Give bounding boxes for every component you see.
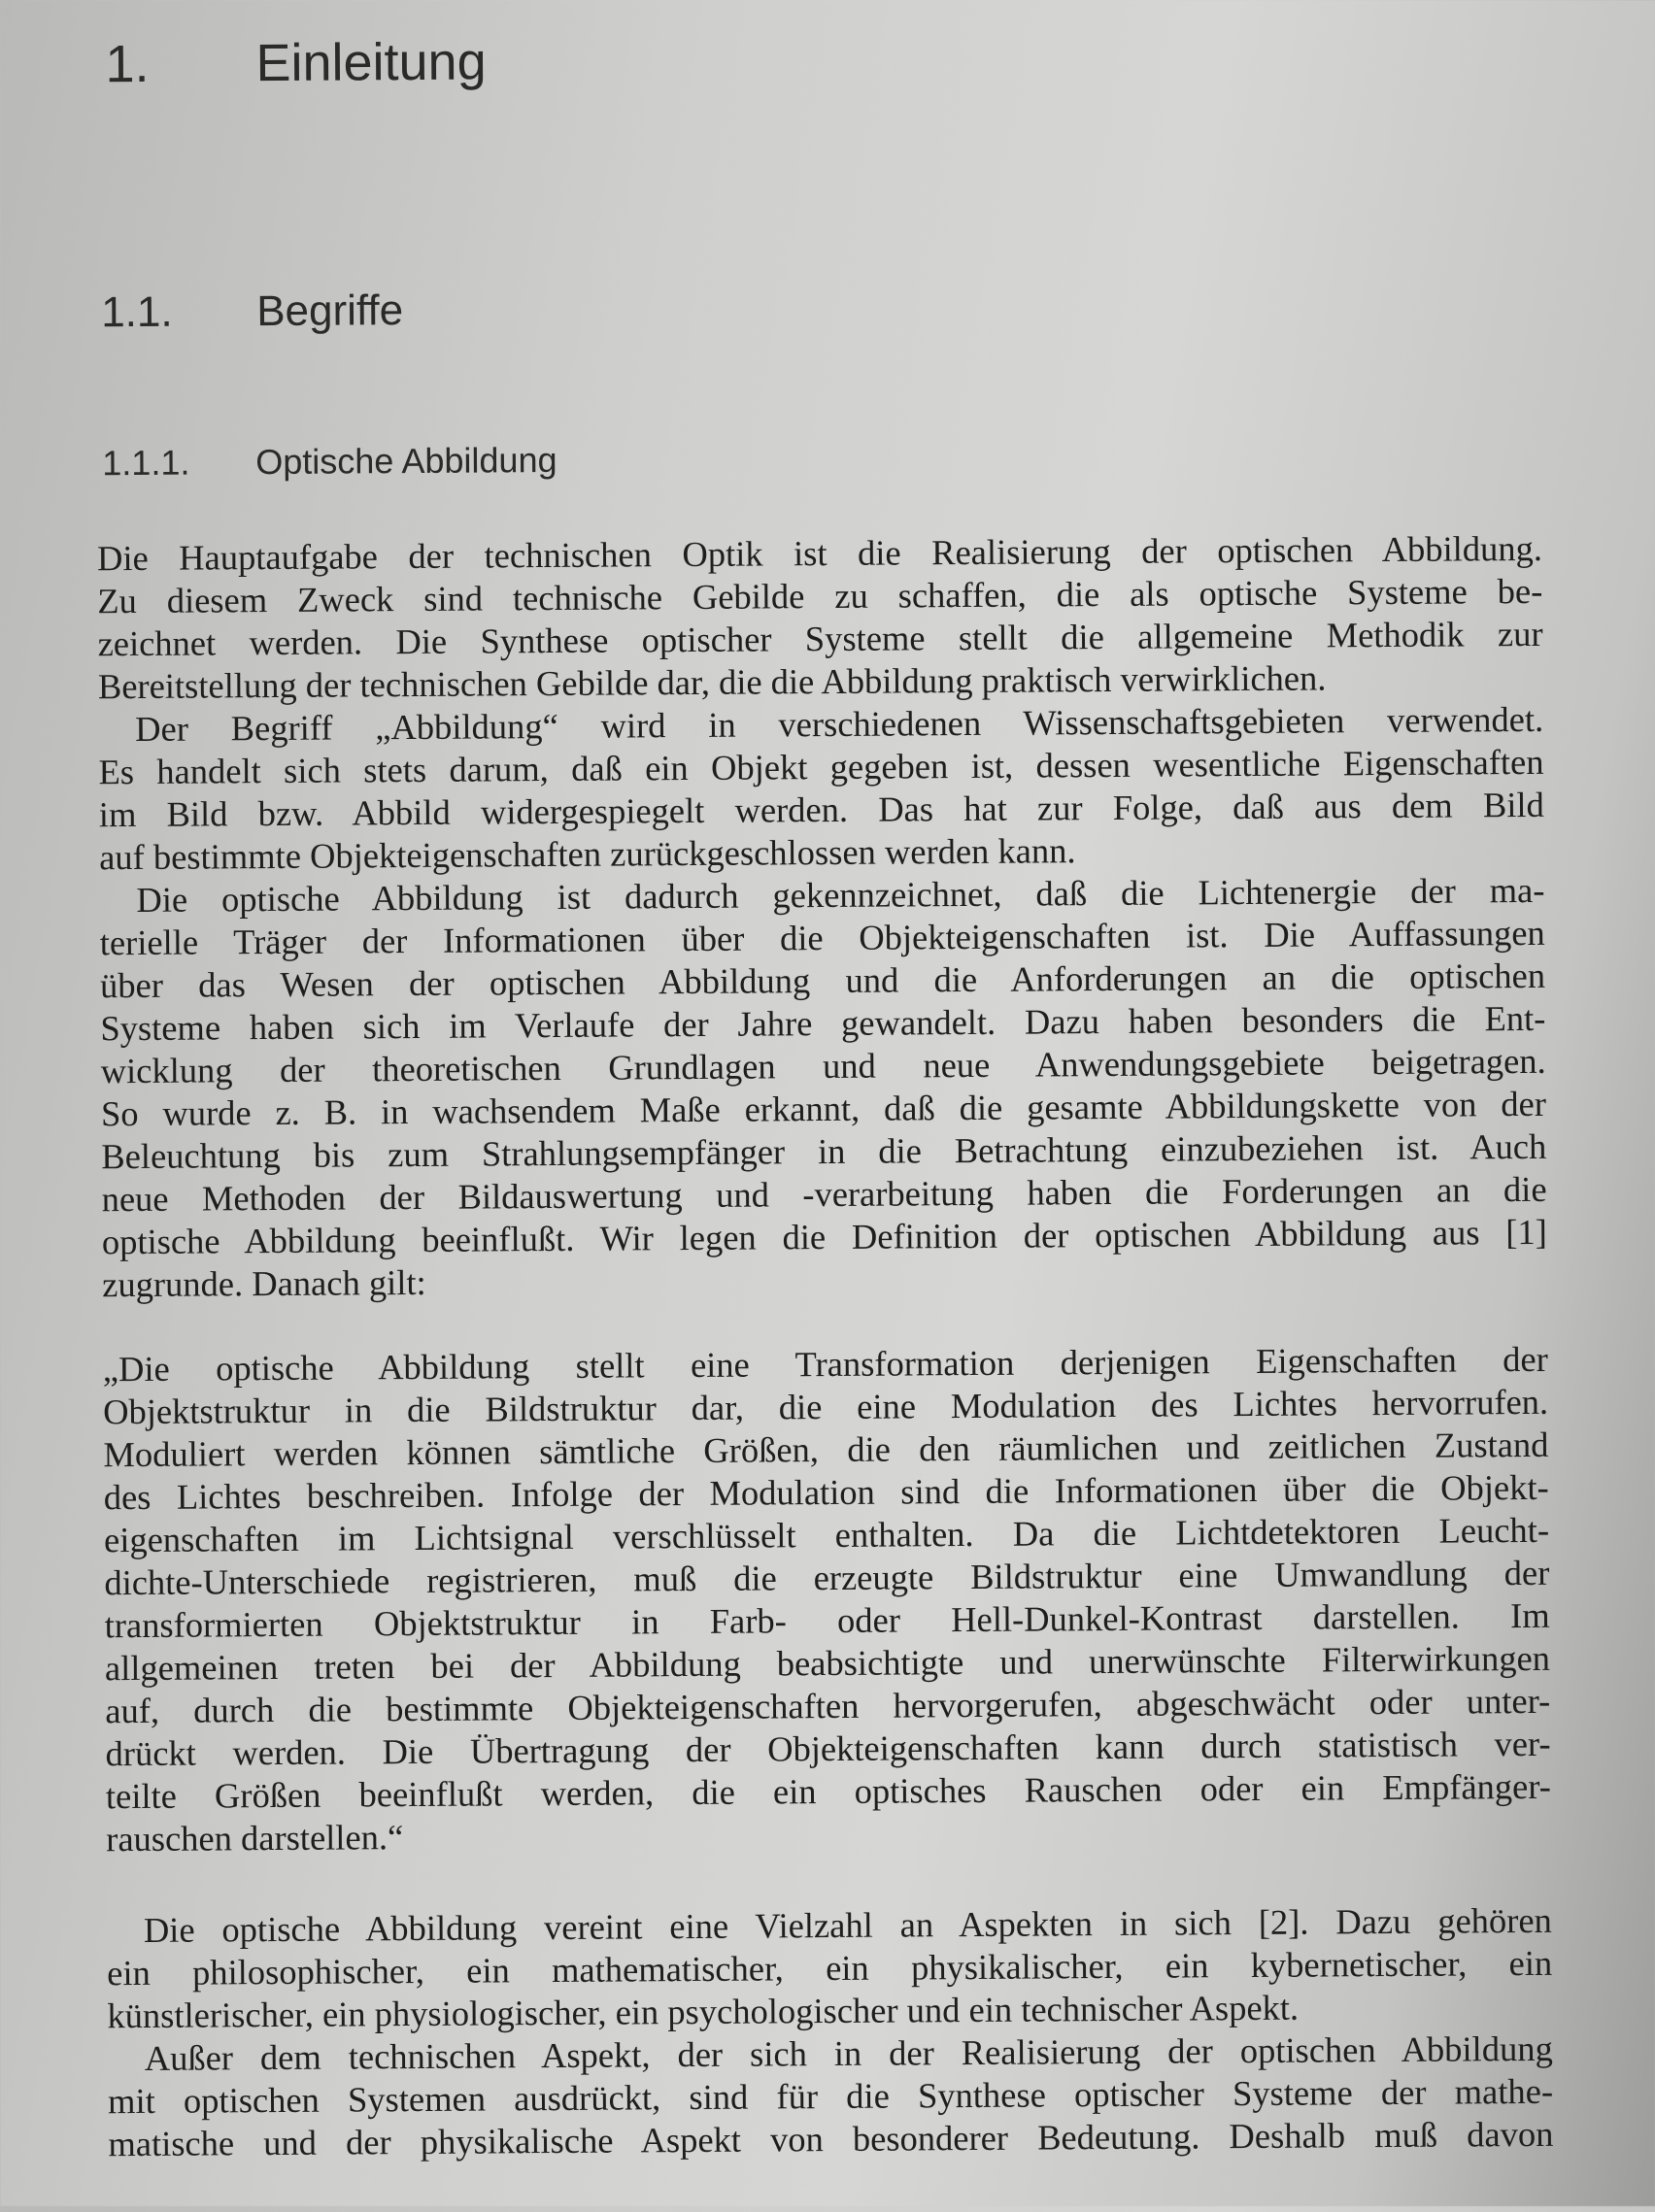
body-text-aspects <box>107 1899 1554 2165</box>
text-line: So wurde z. B. in wachsendem Maße erkannt, daß die gesamte Abbildungskette von der <box>100 1083 1547 1134</box>
text-line: Zu diesem Zweck sind technische Gebilde zu schaffen, die als optische Systeme be- <box>97 570 1543 621</box>
text-line: Bereitstellung der technischen Gebilde dar, die die Abbildung praktisch verwirklichen. <box>97 657 1327 707</box>
body-text-intro <box>97 527 1547 1306</box>
text-line: künstlerischer, ein physiologischer, ein psychologischer und ein technischer Aspekt. <box>107 1987 1300 2036</box>
text-line: matische und der physikalische Aspekt von besonderer Bedeutung. Deshalb muß davon <box>108 2113 1554 2164</box>
text-line: wicklung der theoretischen Grundlagen und neue Anwendungsgebiete beigetragen. <box>100 1040 1546 1091</box>
text-line: Es handelt sich stets darum, daß ein Objekt gegeben ist, dessen wesentliche Eigenschaften <box>98 741 1544 792</box>
text-line: dichte-Unterschiede registrieren, muß die erzeugte Bildstruktur eine Umwandlung der <box>104 1552 1550 1603</box>
subsection-number: 1.1.1. <box>102 442 190 484</box>
text-line: im Bild bzw. Abbild widergespiegelt werden. Das hat zur Folge, daß aus dem Bild <box>98 784 1544 835</box>
chapter-heading <box>105 30 688 102</box>
section-heading <box>101 285 684 347</box>
paragraph <box>98 698 1544 879</box>
text-line: zeichnet werden. Die Synthese optischer Systeme stellt die allgemeine Methodik zur <box>97 613 1543 664</box>
text-line: zugrunde. Danach gilt: <box>102 1261 426 1305</box>
text-line: „Die optische Abbildung stellt eine Transformation derjenigen Eigenschaften der <box>102 1338 1548 1390</box>
text-line: rauschen darstellen.“ <box>106 1817 404 1860</box>
text-line: über das Wesen der optischen Abbildung und die Anforderungen an die optischen <box>99 955 1546 1006</box>
text-line: optische Abbildung beeinflußt. Wir legen die Definition der optischen Abbildung aus [1] <box>101 1211 1548 1262</box>
text-line: neue Methoden der Bildauswertung und -verarbeitung haben die Forderungen an die <box>101 1168 1547 1220</box>
paragraph <box>107 1899 1553 2037</box>
text-line: auf, durch die bestimmte Objekteigenschaften hervorgerufen, abgeschwächt oder unter- <box>105 1680 1551 1731</box>
text-line: Die Hauptaufgabe der technischen Optik ist die Realisierung der optischen Abbildung. <box>96 527 1543 579</box>
body-text-quote <box>103 1338 1552 1860</box>
chapter-title: Einleitung <box>255 32 487 93</box>
text-line: Systeme haben sich im Verlaufe der Jahre gewandelt. Dazu haben besonders die Ent- <box>100 997 1546 1049</box>
text-line: transformierten Objektstruktur in Farb- oder Hell-Dunkel-Kontrast darstellen. Im <box>104 1594 1550 1646</box>
text-line: drückt werden. Die Übertragung der Objekteigenschaften kann durch statistisch ver- <box>105 1723 1551 1774</box>
paragraph <box>103 1338 1552 1860</box>
text-line: Beleuchtung bis zum Strahlungsempfänger in die Betrachtung einzubeziehen ist. Auch <box>101 1125 1547 1177</box>
text-line: mit optischen Systemen ausdrückt, sind für die Synthese optischer Systeme der mathe- <box>107 2070 1554 2122</box>
text-line: Die optische Abbildung ist dadurch gekennzeichnet, daß die Lichtenergie der ma- <box>136 869 1545 920</box>
text-line: Der Begriff „Abbildung“ wird in verschiedenen Wissenschaftsgebieten verwendet. <box>135 698 1544 749</box>
text-line: terielle Träger der Informationen über die Objekteigenschaften ist. Die Auffassungen <box>99 912 1545 963</box>
subsection-title: Optische Abbildung <box>255 439 557 483</box>
text-line: eigenschaften im Lichtsignal verschlüsselt enthalten. Da die Lichtdetektoren Leucht- <box>103 1509 1550 1560</box>
section-title: Begriffe <box>256 286 404 336</box>
text-line: Außer dem technischen Aspekt, der sich in der Realisierung der optischen Abbildung <box>144 2028 1553 2078</box>
chapter-number: 1. <box>105 34 150 94</box>
text-line: Die optische Abbildung vereint eine Vielzahl an Aspekten in sich [2]. Dazu gehören <box>143 1899 1552 1950</box>
text-line: des Lichtes beschreiben. Infolge der Modulation sind die Informationen über die Objekt- <box>103 1466 1549 1518</box>
watermark <box>0 2177 583 2206</box>
text-line: teilte Größen beeinflußt werden, die ein optisches Rauschen oder ein Empfänger- <box>105 1765 1552 1817</box>
subsection-heading <box>102 438 782 491</box>
text-line: allgemeinen treten bei der Abbildung beabsichtigte und unerwünschte Filterwirkungen <box>104 1637 1551 1689</box>
section-number: 1.1. <box>101 287 173 337</box>
paragraph <box>97 527 1543 708</box>
text-line: Objektstruktur in die Bildstruktur dar, die eine Modulation des Lichtes hervorrufen. <box>102 1381 1549 1432</box>
text-line: Moduliert werden können sämtliche Größen, die den räumlichen und zeitlichen Zustand <box>103 1424 1549 1475</box>
text-line: auf bestimmte Objekteigenschaften zurückgeschlossen werden kann. <box>99 830 1076 878</box>
paragraph <box>108 2028 1554 2165</box>
paragraph <box>99 869 1547 1306</box>
text-line: ein philosophischer, ein mathematischer, ein physikalischer, ein kybernetischer, ein <box>107 1942 1553 1994</box>
